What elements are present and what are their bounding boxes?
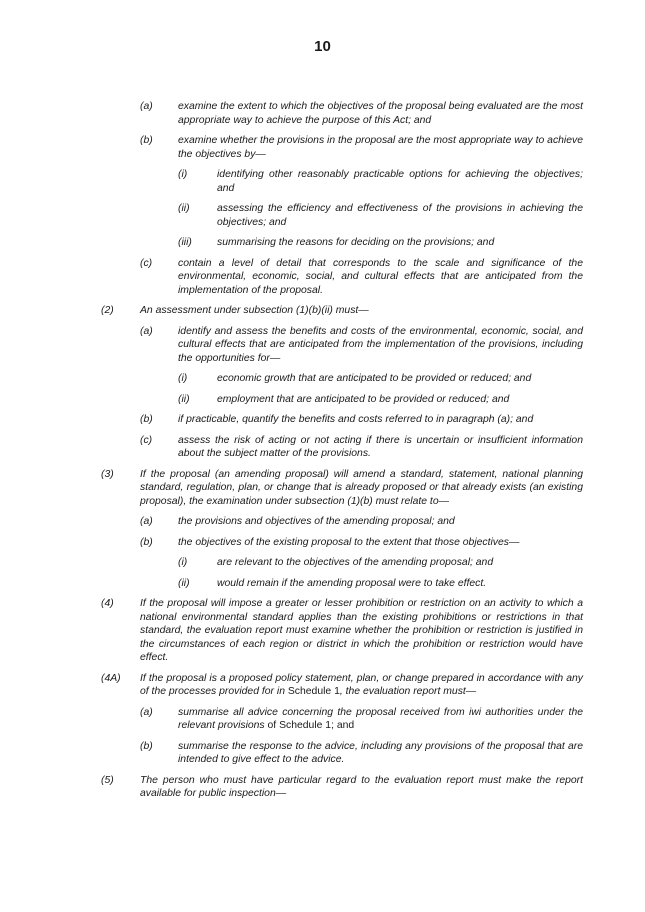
provision-text-part: summarise all advice concerning the proposal received from iwi authorities under the relevant provisions [178, 706, 583, 731]
provision-level-3 [0, 372, 645, 386]
provision-text [178, 706, 583, 733]
provision-number: (b) [140, 135, 153, 146]
provision-level-2 [0, 515, 645, 529]
provision-level-1 [0, 774, 645, 801]
schedule-reference: of Schedule 1; and [267, 720, 355, 731]
provision-text: would remain if the amending proposal were to take effect. [217, 577, 487, 589]
provision-level-3 [0, 577, 645, 591]
provision-number: (i) [178, 557, 188, 568]
provision-level-2 [0, 325, 645, 366]
provision-number: (ii) [178, 393, 190, 405]
provision-level-1 [0, 597, 645, 665]
provision-level-3 [0, 556, 645, 570]
provision-text-part: If the proposal is a proposed policy statement, plan, or change prepared in accordance with any of the processes provided for in [140, 672, 583, 697]
provision-level-2 [0, 134, 645, 161]
provision-text: examine the extent to which the objectives of the proposal being evaluated are the most appropriate way to achieve the purpose of this Act; and [178, 101, 583, 126]
provision-text: if practicable, quantify the benefits and costs referred to in paragraph (a); and [178, 414, 534, 425]
provision-number: (ii) [178, 577, 190, 589]
provision-number: (i) [178, 373, 188, 384]
provision-number: (b) [140, 536, 153, 548]
provision-level-3 [0, 202, 645, 229]
provision-number: (ii) [178, 203, 190, 214]
provision-level-2 [0, 257, 645, 298]
provision-level-3 [0, 236, 645, 250]
provision-text: assessing the efficiency and effectiveness of the provisions in achieving the objectives; and [217, 203, 583, 228]
provision-text: examine whether the provisions in the proposal are the most appropriate way to achieve the objectives by— [178, 135, 583, 160]
provision-number: (b) [140, 414, 153, 425]
provision-text [140, 672, 583, 699]
provision-number: (a) [140, 516, 153, 527]
provision-level-3 [0, 393, 645, 407]
document-body [0, 100, 645, 808]
provision-text-part: , the evaluation report must— [339, 686, 477, 697]
provision-number: (a) [140, 101, 153, 112]
provision-number: (c) [140, 434, 153, 446]
provision-text: An assessment under subsection (1)(b)(ii) must— [140, 305, 369, 316]
provision-level-2 [0, 413, 645, 427]
provision-number: (a) [140, 706, 153, 718]
provision-level-3 [0, 168, 645, 195]
provision-text: The person who must have particular regard to the evaluation report must make the report available for public inspection— [140, 774, 583, 799]
provision-text: are relevant to the objectives of the amending proposal; and [217, 557, 494, 568]
provision-level-1 [0, 468, 645, 509]
provision-number: (b) [140, 740, 153, 752]
provision-text: If the proposal (an amending proposal) will amend a standard, statement, national planning standard, regulation, plan, or change that is already proposed or that already exists (an existing proposal), the examination under subsection (1)(b) must relate to— [140, 468, 583, 507]
page-number: 10 [314, 38, 331, 55]
provision-number: (4) [101, 598, 114, 609]
provision-text: summarising the reasons for deciding on the provisions; and [217, 237, 495, 248]
provision-level-1 [0, 304, 645, 318]
provision-text: identify and assess the benefits and costs of the environmental, economic, social, and cultural effects that are anticipated from the implementation of the provisions, including the opportunities for— [178, 325, 583, 364]
provision-number: (5) [101, 774, 114, 786]
provision-level-2 [0, 536, 645, 550]
provision-number: (3) [101, 468, 114, 480]
provision-text: the provisions and objectives of the amending proposal; and [178, 516, 455, 527]
provision-number: (iii) [178, 237, 192, 248]
provision-text: If the proposal will impose a greater or lesser prohibition or restriction on an activity to which a national environmental standard applies than the existing prohibitions or restrictions in that standard, the evaluation report must examine whether the prohibition or restriction is justified in the circumstances of each region or district in which the prohibition or restriction would have effect. [140, 598, 583, 663]
provision-text: summarise the response to the advice, including any provisions of the proposal that are intended to give effect to the advice. [178, 740, 583, 765]
schedule-reference: Schedule 1 [287, 686, 340, 697]
provision-level-2 [0, 740, 645, 767]
provision-number: (2) [101, 305, 114, 316]
provision-text: assess the risk of acting or not acting if there is uncertain or insufficient information about the subject matter of the provisions. [178, 434, 583, 459]
provision-text: the objectives of the existing proposal to the extent that those objectives— [178, 536, 520, 548]
provision-number: (4A) [101, 672, 121, 684]
provision-text: employment that are anticipated to be provided or reduced; and [217, 393, 510, 405]
provision-number: (a) [140, 325, 153, 337]
provision-level-1 [0, 672, 645, 699]
provision-number: (c) [140, 257, 153, 269]
provision-level-2 [0, 706, 645, 733]
provision-level-2 [0, 434, 645, 461]
provision-level-2 [0, 100, 645, 127]
provision-number: (i) [178, 169, 188, 180]
provision-text: contain a level of detail that corresponds to the scale and significance of the environmental, economic, social, and cultural effects that are anticipated from the implementation of the proposal. [178, 257, 583, 296]
provision-text: economic growth that are anticipated to be provided or reduced; and [217, 373, 532, 384]
provision-text: identifying other reasonably practicable options for achieving the objectives; and [217, 169, 583, 194]
